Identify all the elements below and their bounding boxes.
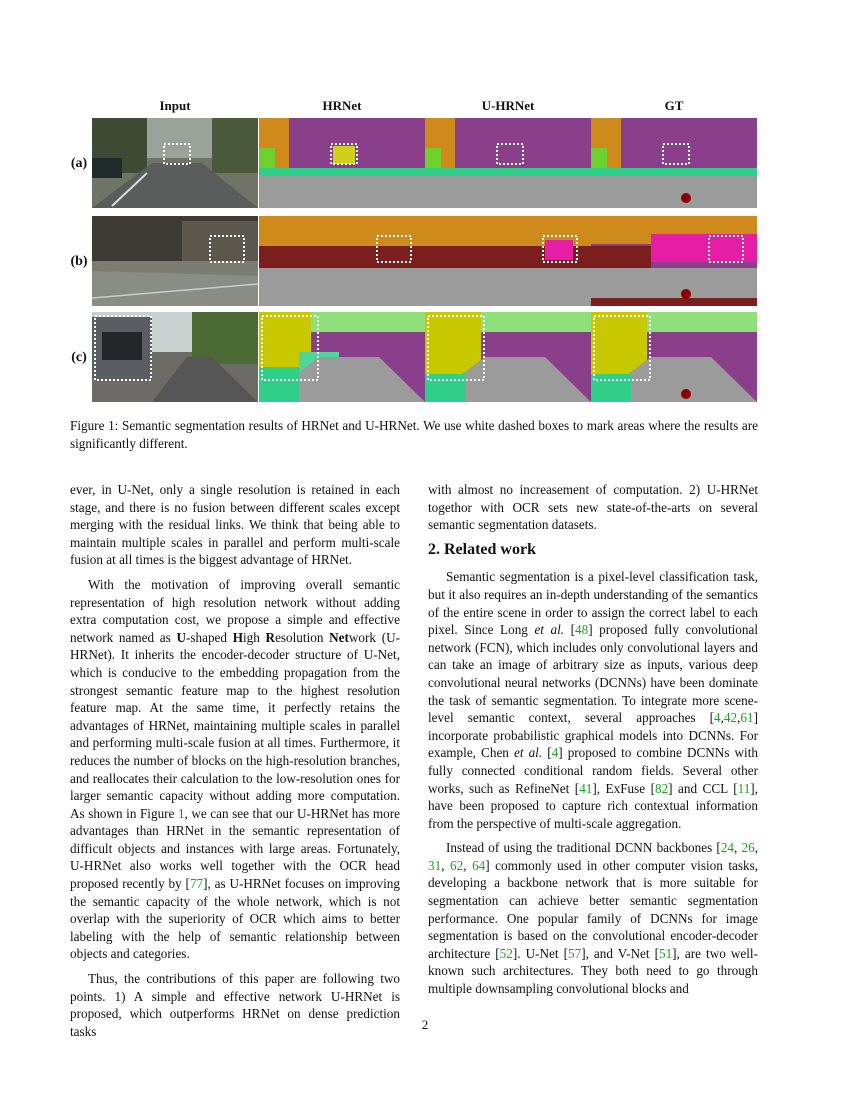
citation-link[interactable]: 4 <box>714 710 721 726</box>
figure-1 <box>66 98 760 408</box>
paragraph-backbones: Instead of using the traditional DCNN backbones [24, 26, 31, 62, 64] commonly used in other computer vision tasks, developing a backbone network that is more suitable for segmentation can achieve better semantic segmentation performance. One popular family of DCNNs for image segmentation is based on the convolutional encoder-decoder architecture [52]. U-Net [57], and V-Net [51], are two well-known such architectures. They both need to go through multiple downsampling convolutional blocks and <box>428 840 759 997</box>
paragraph-contributions-cont: with almost no increasement of computation. 2) U-HRNet togethor with OCR sets new state-of-the-arts on several semantic segmentation datasets. <box>428 482 758 533</box>
image-uhrnet-a <box>425 118 591 208</box>
paragraph-semantic-seg: Semantic segmentation is a pixel-level classification task, but it also requires an in-depth understanding of the semantics of the entire scene in order to assign the correct label to each pixel. Since Long et al. [48] proposed fully convolutional network (FCN), which includes only convolutional layers and can take an image of arbitrary size as inputs, various deep convolutional neural networks (DCNNs) have been dominate the task of semantic segmentation. To integrate more scene-level semantic context, several approaches [4,42,61] incorporate probabilistic graphical models into DCNNs. For example, Chen et al. [4] proposed to combine DCNNs with fully connected conditional random fields. Several other works, such as RefineNet [41], ExFuse [82] and CCL [11], have been proposed to capture rich contextual information from the perspective of multi-scale aggregation. <box>428 569 758 831</box>
citation-link[interactable]: 57 <box>568 945 582 961</box>
paragraph-motivation: With the motivation of improving overall semantic representation of high resolution network without adding extra computation cost, we propose a simple and effective network named as U-shaped High Resolution Network (U-HRNet). It inherits the encoder-decoder structure of U-Net, which is conducive to the embedding propagation from the strongest semantic feature map to the highest resolution feature map. At the same time, it perfectly retains the advantages of HRNet, maintaining multiple scales in parallel and performing multi-scale fusion at all times. Furthermore, it reduces the number of blocks on the high-resolution branches, and reallocates their calculation to the low-resolution ones for larger semantic capacity without adding more computation. As shown in Figure 1, we can see that our U-HRNet has more advantages than HRNet in the semantic representation of difficult objects and instances with large areas. Fortunately, U-HRNet also works well together with the OCR head proposed recently by [77], as U-HRNet focuses on improving the semantic capacity of the whole network, which is not overlap with the superiority of OCR which aims to better labeling with the help of semantic relationship between objects and categories. <box>70 576 401 962</box>
citation-link[interactable]: 26 <box>741 840 755 856</box>
column-header-gt: GT <box>664 98 684 113</box>
citation-link[interactable]: 48 <box>575 622 589 638</box>
page-number: 2 <box>421 1017 429 1032</box>
image-input-c <box>92 312 258 402</box>
citation-link[interactable]: 64 <box>472 857 486 873</box>
citation-link[interactable]: 77 <box>189 876 204 892</box>
citation-link[interactable]: 51 <box>658 945 673 961</box>
image-gt-c <box>591 312 757 402</box>
citation-link[interactable]: 61 <box>740 710 754 726</box>
column-header-hrnet: HRNet <box>322 98 362 113</box>
column-header-uhrnet: U-HRNet <box>481 98 535 113</box>
paragraph-continuation: ever, in U-Net, only a single resolution is retained in each stage, and there is no fusion between different scales except merging with the residual links. We think that being able to maintain multiple scales in parallel and perform multi-scale fusion at all times is the biggest advantage of HRNet. <box>70 482 400 568</box>
image-gt-b <box>591 216 757 306</box>
row-label-a: (a) <box>70 156 88 171</box>
image-input-a <box>92 118 258 208</box>
image-gt-a <box>591 118 757 208</box>
row-label-b: (b) <box>70 254 88 269</box>
image-hrnet-b <box>259 216 425 306</box>
citation-link[interactable]: 41 <box>579 780 593 796</box>
right-column <box>428 481 758 1005</box>
left-column <box>70 481 400 1047</box>
citation-link[interactable]: 11 <box>737 780 751 796</box>
citation-link[interactable]: 31 <box>428 857 442 873</box>
citation-link[interactable]: 4 <box>551 745 559 761</box>
image-uhrnet-b <box>425 216 591 306</box>
citation-link[interactable]: 42 <box>723 710 738 726</box>
row-label-c: (c) <box>71 350 87 365</box>
figure-caption: Figure 1: Semantic segmentation results of HRNet and U-HRNet. We use white dashed boxes to mark areas where the results are significantly different. <box>70 418 758 451</box>
paragraph-contributions: Thus, the contributions of this paper are following two points. 1) A simple and effective network U-HRNet is proposed, which outperforms HRNet on dense prediction tasks <box>70 971 400 1039</box>
image-uhrnet-c <box>425 312 591 402</box>
column-header-input: Input <box>159 98 191 113</box>
citation-link[interactable]: 52 <box>499 945 513 961</box>
citation-link[interactable]: 62 <box>450 857 464 873</box>
citation-link[interactable]: 82 <box>654 780 669 796</box>
image-input-b <box>92 216 258 306</box>
citation-link[interactable]: 24 <box>720 840 735 856</box>
figure-link[interactable]: 1 <box>177 805 185 821</box>
image-hrnet-c <box>259 312 425 402</box>
section-heading: 2. Related work <box>428 540 536 558</box>
image-hrnet-a <box>259 118 425 208</box>
